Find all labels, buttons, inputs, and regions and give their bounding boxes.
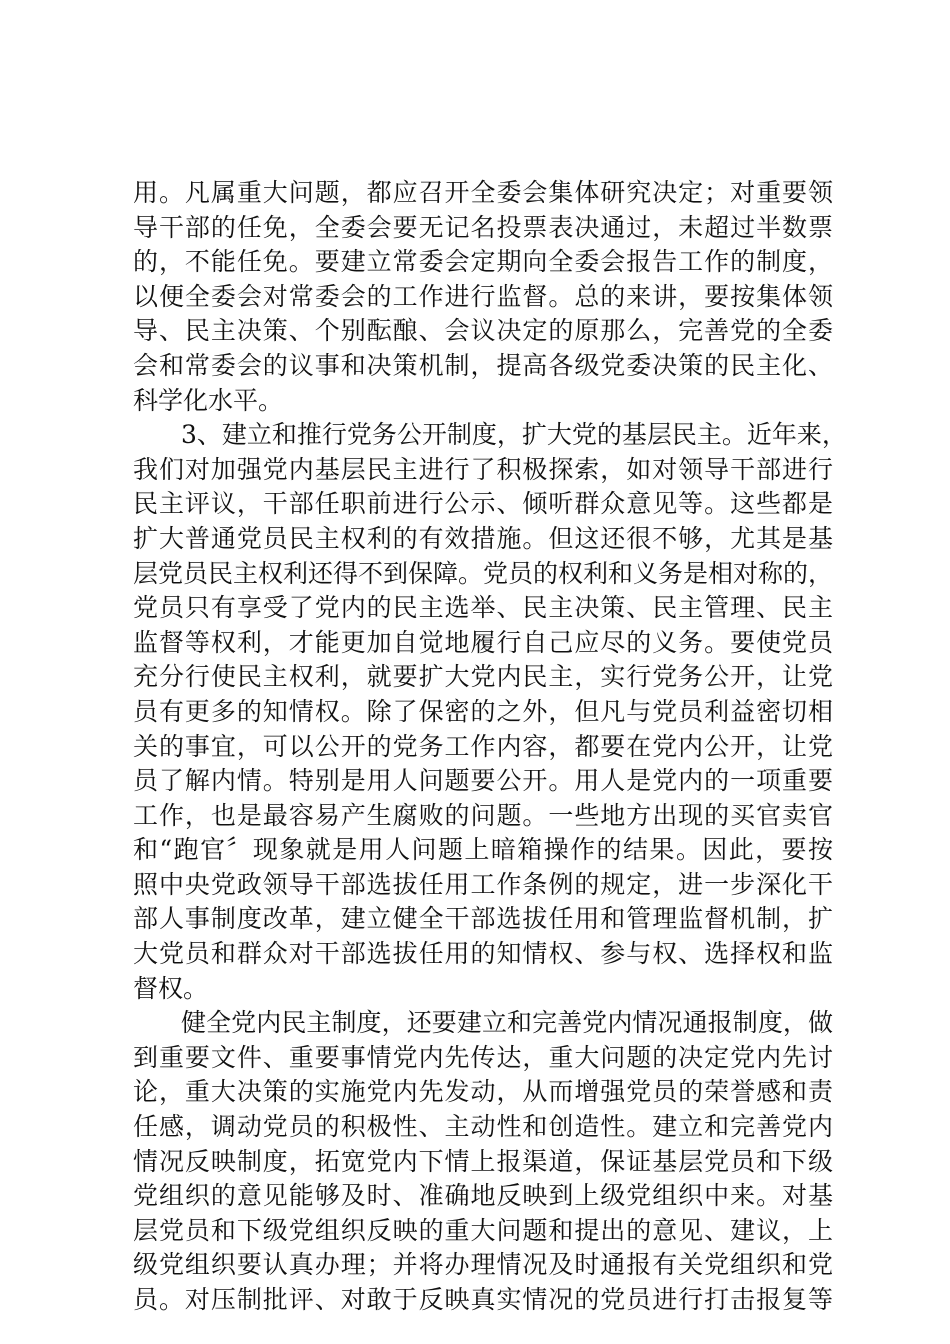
- paragraph-3: [133, 1006, 833, 1317]
- text-line: 层党员和下级党组织反映的重大问题和提出的意见、建议，上: [133, 1215, 833, 1245]
- text-line: 用。凡属重大问题，都应召开全委会集体研究决定；对重要领: [133, 178, 833, 207]
- paragraph-2: [133, 418, 847, 1006]
- text-line: 部人事制度改革，建立健全干部选拔任用和管理监督机制，扩: [133, 904, 833, 934]
- text-line: 工作，也是最容易产生腐败的问题。一些地方出现的买官卖官: [133, 800, 833, 830]
- text-line: 和“跑官〞现象就是用人问题上暗箱操作的结果。因此，要按: [133, 835, 833, 865]
- document-body: [133, 176, 847, 1318]
- text-line: 扩大普通党员民主权利的有效措施。但这还很不够，尤其是基: [133, 523, 833, 553]
- text-line: 关的事宜，可以公开的党务工作内容，都要在党内公开，让党: [133, 731, 833, 761]
- text-line: 充分行使民主权利，就要扩大党内民主，实行党务公开，让党: [133, 662, 833, 692]
- text-line: 我们对加强党内基层民主进行了积极探索，如对领导干部进行: [133, 454, 833, 484]
- text-line: 的，不能任免。要建立常委会定期向全委会报告工作的制度，: [133, 247, 833, 277]
- text-line: 会和常委会的议事和决策机制，提高各级党委决策的民主化、: [133, 350, 833, 380]
- text-line: 民主评议，干部任职前进行公示、倾听群众意见等。这些都是: [133, 489, 833, 519]
- text-line: 到重要文件、重要事情党内先传达，重大问题的决定党内先讨: [133, 1042, 833, 1072]
- text-line: 科学化水平。: [133, 385, 284, 415]
- text-line: 以便全委会对常委会的工作进行监督。总的来讲，要按集体领: [133, 281, 833, 311]
- text-line: 督权。: [133, 973, 209, 1003]
- text-line: 大党员和群众对干部选拔任用的知情权、参与权、选择权和监: [133, 939, 833, 969]
- text-line: 导干部的任免，全委会要无记名投票表决通过，未超过半数票: [133, 212, 833, 242]
- text-line: 党组织的意见能够及时、准确地反映到上级党组织中来。对基: [133, 1181, 833, 1211]
- text-line: 导、民主决策、个别酝酿、会议决定的原那么，完善党的全委: [133, 316, 833, 346]
- text-line: 论，重大决策的实施党内先发动，从而增强党员的荣誉感和责: [133, 1077, 833, 1107]
- paragraph-1: [133, 176, 833, 418]
- text-line: 员有更多的知情权。除了保密的之外，但凡与党员利益密切相: [133, 696, 833, 726]
- text-line: 情况反映制度，拓宽党内下情上报渠道，保证基层党员和下级: [133, 1146, 833, 1176]
- text-line: 监督等权利，才能更加自觉地履行自己应尽的义务。要使党员: [133, 627, 833, 657]
- text-line: 党员只有享受了党内的民主选举、民主决策、民主管理、民主: [133, 593, 833, 623]
- text-line: 任感，调动党员的积极性、主动性和创造性。建立和完善党内: [133, 1112, 833, 1142]
- text-line: 3、建立和推行党务公开制度，扩大党的基层民主。近年来，: [181, 420, 847, 450]
- text-line: 照中央党政领导干部选拔任用工作条例的规定，进一步深化干: [133, 869, 833, 899]
- text-line: 员了解内情。特别是用人问题要公开。用人是党内的一项重要: [133, 766, 833, 796]
- text-line: 级党组织要认真办理；并将办理情况及时通报有关党组织和党: [133, 1250, 833, 1280]
- text-line: 层党员民主权利还得不到保障。党员的权利和义务是相对称的，: [133, 558, 834, 588]
- text-line: 健全党内民主制度，还要建立和完善党内情况通报制度，做: [181, 1008, 833, 1038]
- text-line: 员。对压制批评、对敢于反映真实情况的党员进行打击报复等: [133, 1285, 833, 1314]
